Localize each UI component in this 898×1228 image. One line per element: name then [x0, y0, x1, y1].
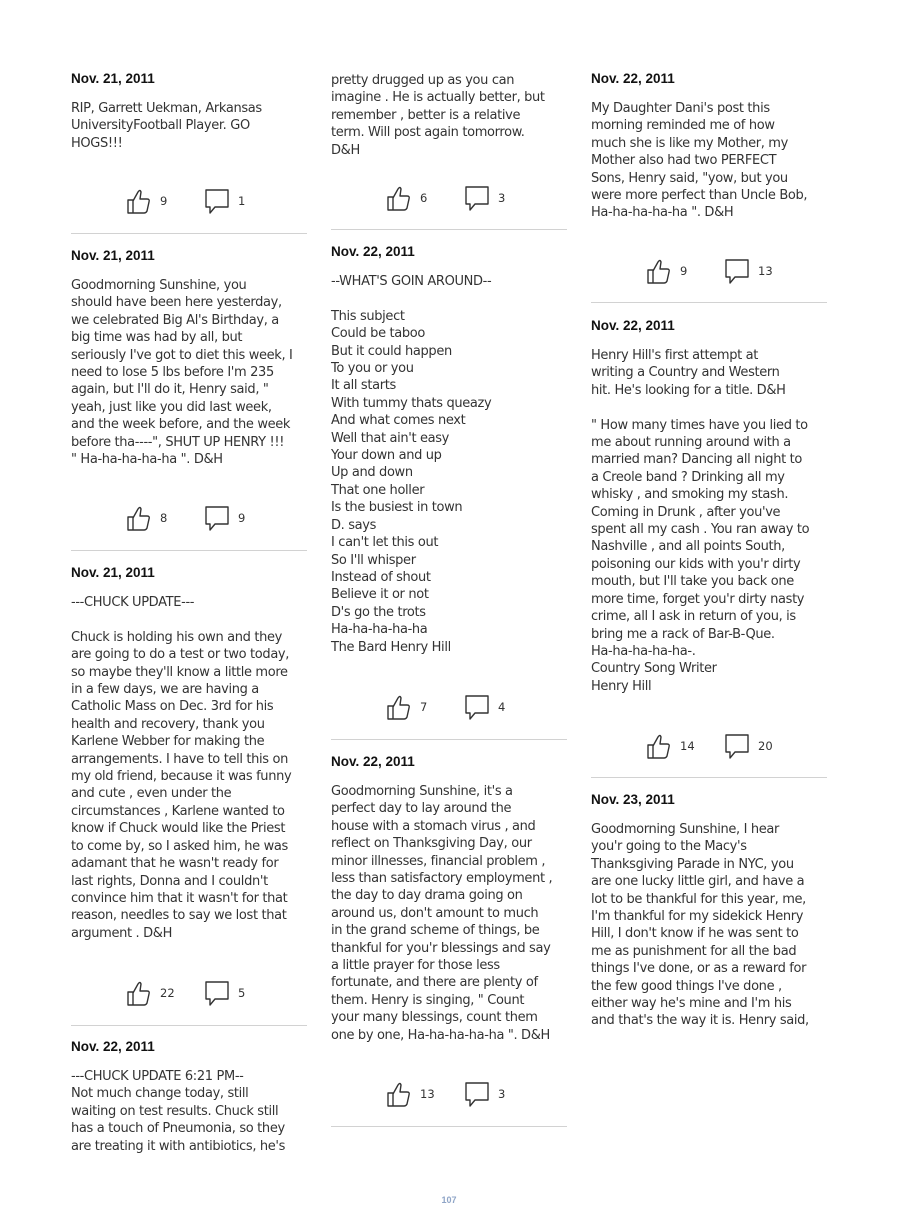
post-divider — [331, 229, 567, 230]
post-divider — [591, 777, 827, 778]
post-stats — [331, 692, 567, 722]
post — [591, 317, 827, 695]
post-date: Nov. 22, 2011 — [71, 1039, 155, 1054]
post-divider — [71, 550, 307, 551]
speech-bubble-icon — [464, 694, 490, 721]
post-date: Nov. 21, 2011 — [71, 71, 155, 86]
like-count: 14 — [680, 739, 695, 753]
post-text: My Daughter Dani's post this morning reminded me of how much she is like my Mother, my Mother also had two PERFECT Sons, Henry said, "yow, but you were more perfect than Uncle Bob, Ha-ha-ha-ha-ha ". D&H — [591, 101, 808, 221]
post-date: Nov. 21, 2011 — [71, 248, 155, 263]
post-text: Henry Hill's first attempt at writing a Country and Western hit. He's looking for a title. D&H " How many times have you lied to me about running around with a married man? Dancing all night to a Creole band ? Drinking all my whisky , and smoking my stash. Coming in Drunk , after you've spent all my cash . You ran away to Nashville , and all points South, poisoning our kids with you'r dirty mouth, but I'll take you back one more time, forget you'r dirty nasty crime, all I ask in return of you, is bring me a rack of Bar-B-Que. Ha-ha-ha-ha-ha-. Country Song Writer Henry Hill — [591, 348, 810, 694]
post — [71, 247, 307, 468]
thumbs-up-icon — [126, 980, 152, 1007]
comment-count: 5 — [238, 986, 246, 1000]
like-count: 6 — [420, 191, 428, 205]
comment-count: 9 — [238, 511, 246, 525]
post-text: --WHAT'S GOIN AROUND-- This subject Could be taboo But it could happen To you or you It all starts With tummy thats queazy And what comes next Well that ain't easy Your down and up Up and down That one holler Is the busiest in town D. says I can't let this out So I'll whisper Instead of shout Believe it or not D's go the trots Ha-ha-ha-ha-ha The Bard Henry Hill — [331, 274, 492, 655]
post-stats — [591, 731, 827, 761]
post-divider — [591, 302, 827, 303]
post-text: ---CHUCK UPDATE 6:21 PM-- Not much change today, still waiting on test results. Chuck still has a touch of Pneumonia, so they are treating it with antibiotics, he's — [71, 1069, 286, 1154]
like-count: 7 — [420, 700, 428, 714]
post-stats — [591, 256, 827, 286]
thumbs-up-icon — [646, 258, 672, 285]
speech-bubble-icon — [724, 733, 750, 760]
post-divider — [331, 739, 567, 740]
like-count: 9 — [160, 194, 168, 208]
thumbs-up-icon — [126, 505, 152, 532]
post-date: Nov. 23, 2011 — [591, 792, 675, 807]
comment-count: 4 — [498, 700, 506, 714]
speech-bubble-icon — [724, 258, 750, 285]
like-count: 9 — [680, 264, 688, 278]
thumbs-up-icon — [386, 1081, 412, 1108]
post-stats — [331, 183, 567, 213]
post-date: Nov. 22, 2011 — [591, 71, 675, 86]
post — [71, 70, 307, 152]
speech-bubble-icon — [204, 505, 230, 532]
post-text: Goodmorning Sunshine, I hear you'r going to the Macy's Thanksgiving Parade in NYC, you are one lucky little girl, and have a lot to be thankful for this year, me, I'm thankful for my sidekick Henry Hill, I don't know if he was sent to me as punishment for all the bad things I've done, or as a reward for the few good things I've done , either way he's mine and I'm his and that's the way it is. Henry said, — [591, 822, 809, 1029]
post-stats — [71, 978, 307, 1008]
comment-count: 1 — [238, 194, 246, 208]
post — [331, 243, 567, 656]
page-number: 107 — [441, 1195, 457, 1205]
post-text: RIP, Garrett Uekman, Arkansas UniversityFootball Player. GO HOGS!!! — [71, 101, 262, 151]
comment-count: 13 — [758, 264, 773, 278]
post — [331, 753, 567, 1044]
speech-bubble-icon — [464, 185, 490, 212]
post — [591, 791, 827, 1030]
post-date: Nov. 22, 2011 — [591, 318, 675, 333]
post-text: ---CHUCK UPDATE--- Chuck is holding his own and they are going to do a test or two today, so maybe they'll know a little more in a few days, we are having a Catholic Mass on Dec. 3rd for his health and recovery, thank you Karlene Webber for making the arrangements. I have to tell this on my old friend, because it was funny and cute , even under the circumstances , Karlene wanted to know if Chuck would like the Priest to come by, so I asked him, he was adamant that he wasn't ready for last rights, Donna and I couldn't convince him that it wasn't for that reason, needles to say we lost that argument . D&H — [71, 595, 292, 941]
post-divider — [71, 233, 307, 234]
post-text: Goodmorning Sunshine, it's a perfect day to lay around the house with a stomach virus , and reflect on Thanksgiving Day, our minor illnesses, financial problem , less than satisfactory employment , the day to day drama going on around us, don't amount to much in the grand scheme of things, be thankful for you'r blessings and say a little prayer for those less fortunate, and there are plenty of them. Henry is singing, " Count your many blessings, count them one by one, Ha-ha-ha-ha-ha ". D&H — [331, 784, 553, 1043]
comment-count: 3 — [498, 191, 506, 205]
thumbs-up-icon — [126, 188, 152, 215]
post-stats — [71, 186, 307, 216]
post-date: Nov. 22, 2011 — [331, 244, 415, 259]
like-count: 8 — [160, 511, 168, 525]
post — [71, 1038, 307, 1155]
thumbs-up-icon — [646, 733, 672, 760]
like-count: 22 — [160, 986, 175, 1000]
thumbs-up-icon — [386, 185, 412, 212]
post — [591, 70, 827, 222]
post-continued — [331, 72, 567, 159]
speech-bubble-icon — [204, 980, 230, 1007]
post-text: Goodmorning Sunshine, you should have been here yesterday, we celebrated Big Al's Birthday, a big time was had by all, but seriously I've got to diet this week, I need to lose 5 lbs before I'm 235 again, but I'll do it, Henry said, " yeah, just like you did last week, and the week before, and the week before tha----", SHUT UP HENRY !!! " Ha-ha-ha-ha-ha ". D&H — [71, 278, 293, 468]
speech-bubble-icon — [464, 1081, 490, 1108]
post — [71, 564, 307, 942]
like-count: 13 — [420, 1087, 435, 1101]
post-date: Nov. 21, 2011 — [71, 565, 155, 580]
post-divider — [71, 1025, 307, 1026]
speech-bubble-icon — [204, 188, 230, 215]
post-date: Nov. 22, 2011 — [331, 754, 415, 769]
post-stats — [331, 1079, 567, 1109]
comment-count: 20 — [758, 739, 773, 753]
post-text: pretty drugged up as you can imagine . He is actually better, but remember , better is a relative term. Will post again tomorrow. D&H — [331, 73, 545, 158]
post-divider — [331, 1126, 567, 1127]
post-stats — [71, 503, 307, 533]
thumbs-up-icon — [386, 694, 412, 721]
comment-count: 3 — [498, 1087, 506, 1101]
